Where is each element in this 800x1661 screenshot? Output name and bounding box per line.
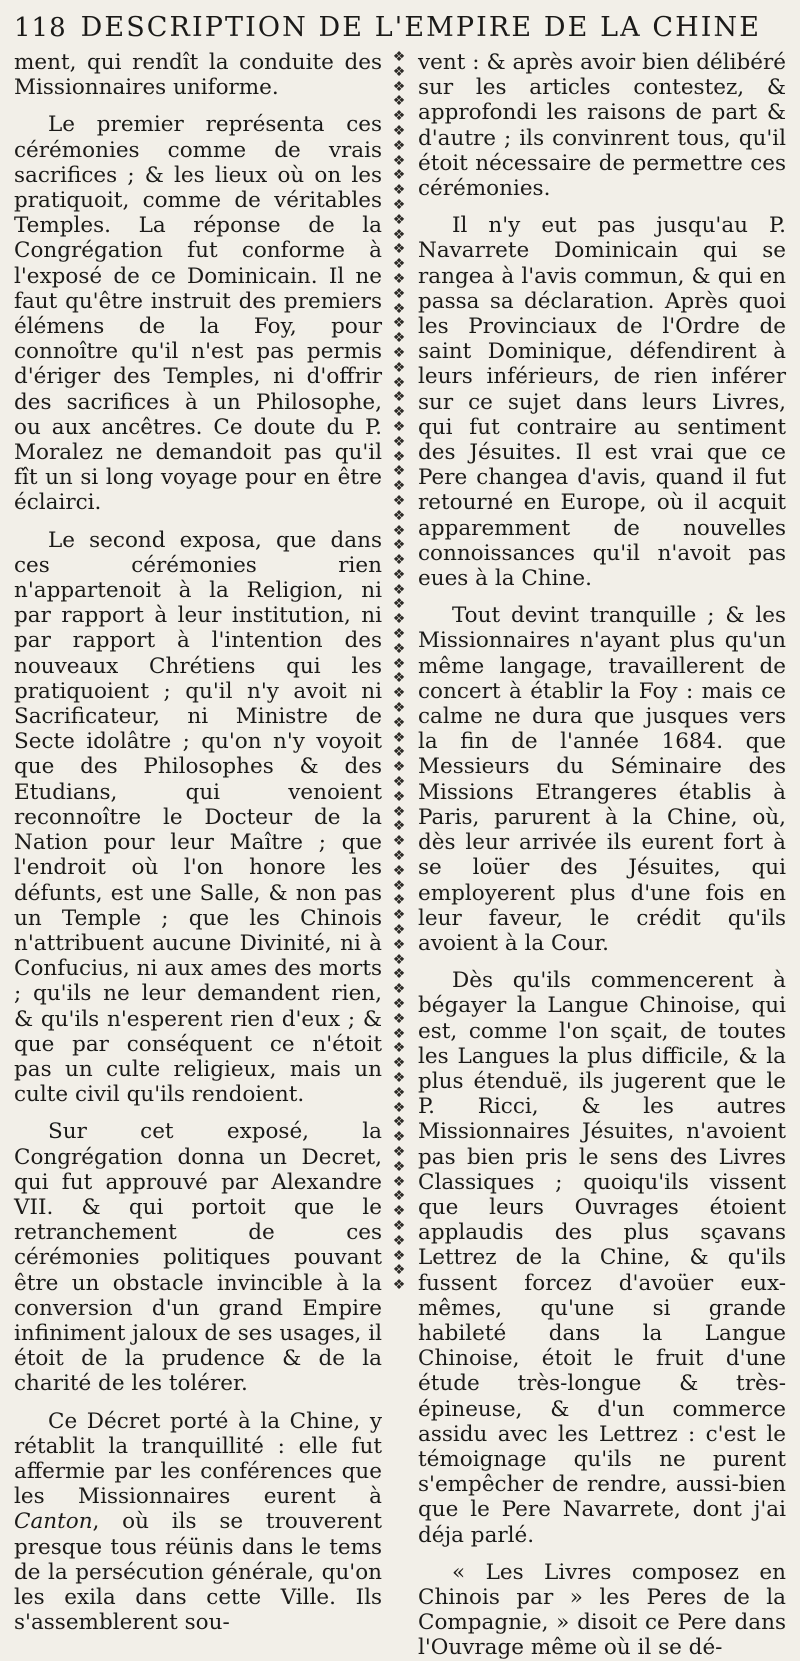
page-number: 118	[14, 13, 67, 43]
ornament-glyph: ❖	[392, 507, 406, 524]
ornament-glyph: ❖	[392, 270, 406, 287]
ornament-glyph: ❖	[392, 137, 406, 154]
ornament-glyph: ❖	[392, 404, 406, 421]
ornament-glyph: ❖	[392, 463, 406, 480]
ornament-glyph: ❖	[392, 907, 406, 924]
ornament-glyph: ❖	[392, 1099, 406, 1116]
ornament-glyph: ❖	[392, 848, 406, 865]
ornament-glyph: ❖	[392, 714, 406, 731]
ornament-glyph: ❖	[392, 774, 406, 791]
ornament-glyph: ❖	[392, 936, 406, 953]
ornament-glyph: ❖	[392, 803, 406, 820]
ornament-glyph: ❖	[392, 892, 406, 909]
paragraph	[14, 1409, 382, 1636]
ornament-glyph: ❖	[392, 211, 406, 228]
ornament-glyph: ❖	[392, 981, 406, 998]
ornament-glyph: ❖	[392, 922, 406, 939]
paragraph: Le second exposa, que dans ces cérémonies rien n'appartenoit à la Religion, ni par rapport à leur institution, ni par rapport à l'intention des nouveaux Chrétiens qui les pratiquoient ; qu'il n'y avoit ni Sacrificateur, ni Ministre de Secte idolâtre ; qu'on n'y voyoit que des Philosophes & des Etudians, qui venoient reconnoître le Docteur de la Nation pour leur Maître ; que l'endroit où l'on honore les défunts, est une Salle, & non pas un Temple ; que les Chinois n'attribuent aucune Divinité, ni à Confucius, ni aux ames des morts ; qu'ils ne leur demandent rien, & qu'ils n'esperent rien d'eux ; & que par conséquent ce n'étoit pas un culte religieux, mais un culte civil qu'ils rendoient.	[14, 527, 382, 1108]
ornament-glyph: ❖	[392, 492, 406, 509]
ornament-glyph: ❖	[392, 359, 406, 376]
ornament-glyph: ❖	[392, 1040, 406, 1057]
ornament-glyph: ❖	[392, 448, 406, 465]
ornament-glyph: ❖	[392, 611, 406, 628]
ornament-glyph: ❖	[392, 522, 406, 539]
paragraph: Dès qu'ils commencerent à bégayer la Langue Chinoise, qui est, comme l'on sçait, de toutes les Langues la plus difficile, & la plus étenduë, ils jugerent que le P. Ricci, & les autres Missionnaires Jésuites, n'avoient pas bien pris le sens des Livres Classiques ; quoiqu'ils vissent que leurs Ouvrages étoient applaudis des plus sçavans Lettrez de la Chine, & qu'ils fussent forcez d'avoüer eux-mêmes, qu'une si grande habileté dans la Langue Chinoise, étoit le fruit d'une étude très-longue & très-épineuse, & d'un commerce assidu avec les Lettrez : c'est le témoignage qu'ils ne purent s'empêcher de rendre, aussi-bien que le Pere Navarrete, dont j'ai déja parlé.	[418, 968, 786, 1548]
ornament-glyph: ❖	[392, 50, 406, 65]
ornament-glyph: ❖	[392, 1114, 406, 1131]
ornament-glyph: ❖	[392, 108, 406, 125]
ornament-glyph: ❖	[392, 330, 406, 347]
paragraph: « Les Livres composez en Chinois par » les Peres de la Compagnie, » disoit ce Pere dans l'Ouvrage même où il se dé-	[418, 1559, 786, 1661]
ornament-glyph: ❖	[392, 1203, 406, 1220]
ornament-glyph: ❖	[392, 1143, 406, 1160]
ornament-glyph: ❖	[392, 1055, 406, 1072]
ornament-glyph: ❖	[392, 818, 406, 835]
paragraph-text: Ce Décret porté à la Chine, y rétablit la tranquillité : elle fut affermie par les conférences que les Missionnaires eurent à	[14, 1408, 382, 1510]
ornament-glyph: ❖	[392, 344, 406, 361]
ornament-glyph: ❖	[392, 78, 406, 95]
ornament-glyph: ❖	[392, 374, 406, 391]
running-title: DESCRIPTION DE L'EMPIRE DE LA CHINE	[80, 12, 762, 43]
place-name: Canton	[14, 1509, 93, 1535]
ornament-glyph: ❖	[392, 285, 406, 302]
ornament-glyph: ❖	[392, 315, 406, 332]
paragraph: Il n'y eut pas jusqu'au P. Navarrete Dominicain qui se rangea à l'avis commun, & qui en passa sa déclaration. Après quoi les Provinciaux de l'Ordre de saint Dominique, défendirent à leurs inférieurs, de rien inférer sur ce sujet dans leurs Livres, qui fut contraire au sentiment des Jésuites. Il est vrai que ce Pere changea d'avis, quand il fut retourné en Europe, où il acquit apparemment de nouvelles connoissances qu'il n'avoit pas eues à la Chine.	[418, 213, 786, 592]
ornament-glyph: ❖	[392, 685, 406, 702]
ornament-glyph: ❖	[392, 833, 406, 850]
ornament-glyph: ❖	[392, 744, 406, 761]
page-header	[14, 12, 786, 48]
ornament-glyph: ❖	[392, 626, 406, 643]
ornament-glyph: ❖	[392, 1129, 406, 1146]
ornament-glyph: ❖	[392, 196, 406, 213]
paragraph-text: , où ils se trouverent presque tous réünis dans le tems de la persécution générale, qu'on les exila dans cette Ville. Ils s'assemblerent sou-	[14, 1509, 382, 1636]
ornament-glyph: ❖	[392, 596, 406, 613]
ornament-glyph: ❖	[392, 1069, 406, 1086]
ornament-glyph: ❖	[392, 537, 406, 554]
ornament-glyph: ❖	[392, 1217, 406, 1234]
ornament-glyph: ❖	[392, 63, 406, 80]
ornament-glyph: ❖	[392, 1084, 406, 1101]
ornament-glyph: ❖	[392, 640, 406, 657]
ornament-glyph: ❖	[392, 966, 406, 983]
ornament-glyph: ❖	[392, 1010, 406, 1027]
ornament-glyph: ❖	[392, 256, 406, 273]
ornament-glyph: ❖	[392, 1262, 406, 1279]
ornament-glyph: ❖	[392, 552, 406, 569]
ornament-glyph: ❖	[392, 1277, 406, 1294]
ornament-glyph: ❖	[392, 93, 406, 110]
ornamental-column-divider	[388, 50, 410, 1305]
ornament-glyph: ❖	[392, 418, 406, 435]
ornament-glyph: ❖	[392, 182, 406, 199]
ornament-glyph: ❖	[392, 759, 406, 776]
right-column	[418, 50, 786, 1661]
ornament-glyph: ❖	[392, 862, 406, 879]
ornament-glyph: ❖	[392, 226, 406, 243]
ornament-glyph: ❖	[392, 581, 406, 598]
ornament-glyph: ❖	[392, 241, 406, 258]
ornament-glyph: ❖	[392, 655, 406, 672]
ornament-glyph: ❖	[392, 729, 406, 746]
ornament-glyph: ❖	[392, 951, 406, 968]
ornament-glyph: ❖	[392, 300, 406, 317]
ornament-glyph: ❖	[392, 1247, 406, 1264]
ornament-glyph: ❖	[392, 152, 406, 169]
ornament-glyph: ❖	[392, 877, 406, 894]
ornament-glyph: ❖	[392, 1232, 406, 1249]
ornament-glyph: ❖	[392, 700, 406, 717]
paragraph: Sur cet exposé, la Congrégation donna un Decret, qui fut approuvé par Alexandre VII. & qui portoit que le retranchement de ces cérémonies politiques pouvant être un obstacle invincible à la conversion d'un grand Empire infiniment jaloux de ses usages, il étoit de la prudence & de la charité de les tolérer.	[14, 1119, 382, 1397]
ornament-glyph: ❖	[392, 1173, 406, 1190]
paragraph: Le premier représenta ces cérémonies comme de vrais sacrifices ; & les lieux où on les pratiquoit, comme de véritables Temples. La réponse de la Congrégation fut conforme à l'exposé de ce Dominicain. Il ne faut qu'être instruit des premiers élémens de la Foy, pour connoître qu'il n'est pas permis d'ériger des Temples, ni d'offrir des sacrifices à un Philosophe, ou aux ancêtres. Ce doute du P. Moralez ne demandoit pas qu'il fît un si long voyage pour en être éclairci.	[14, 112, 382, 516]
ornament-glyph: ❖	[392, 478, 406, 495]
ornament-glyph: ❖	[392, 167, 406, 184]
paragraph: ment, qui rendît la conduite des Missionnaires uniforme.	[14, 50, 382, 101]
ornament-glyph: ❖	[392, 996, 406, 1012]
ornament-glyph: ❖	[392, 1188, 406, 1205]
paragraph: vent : & après avoir bien délibéré sur les articles contestez, & approfondi les raisons de part & d'autre ; ils convinrent tous, qu'il étoit nécessaire de permettre ces cérémonies.	[418, 50, 786, 202]
ornament-glyph: ❖	[392, 122, 406, 139]
left-column	[14, 50, 382, 1635]
ornament-glyph: ❖	[392, 670, 406, 687]
ornament-glyph: ❖	[392, 1025, 406, 1042]
ornament-glyph: ❖	[392, 389, 406, 406]
ornament-glyph: ❖	[392, 788, 406, 805]
ornament-glyph: ❖	[392, 1158, 406, 1175]
ornament-glyph: ❖	[392, 433, 406, 450]
paragraph: Tout devint tranquille ; & les Missionnaires n'ayant plus qu'un même langage, travaillerent de concert à établir la Foy : mais ce calme ne dura que jusques vers la fin de l'année 1684. que Messieurs du Séminaire des Missions Etrangeres établis à Paris, parurent à la Chine, où, dès leur arrivée ils eurent fort à se loüer des Jésuites, qui employerent plus d'une fois en leur faveur, le crédit qu'ils avoient à la Cour.	[418, 603, 786, 956]
ornament-glyph: ❖	[392, 566, 406, 583]
